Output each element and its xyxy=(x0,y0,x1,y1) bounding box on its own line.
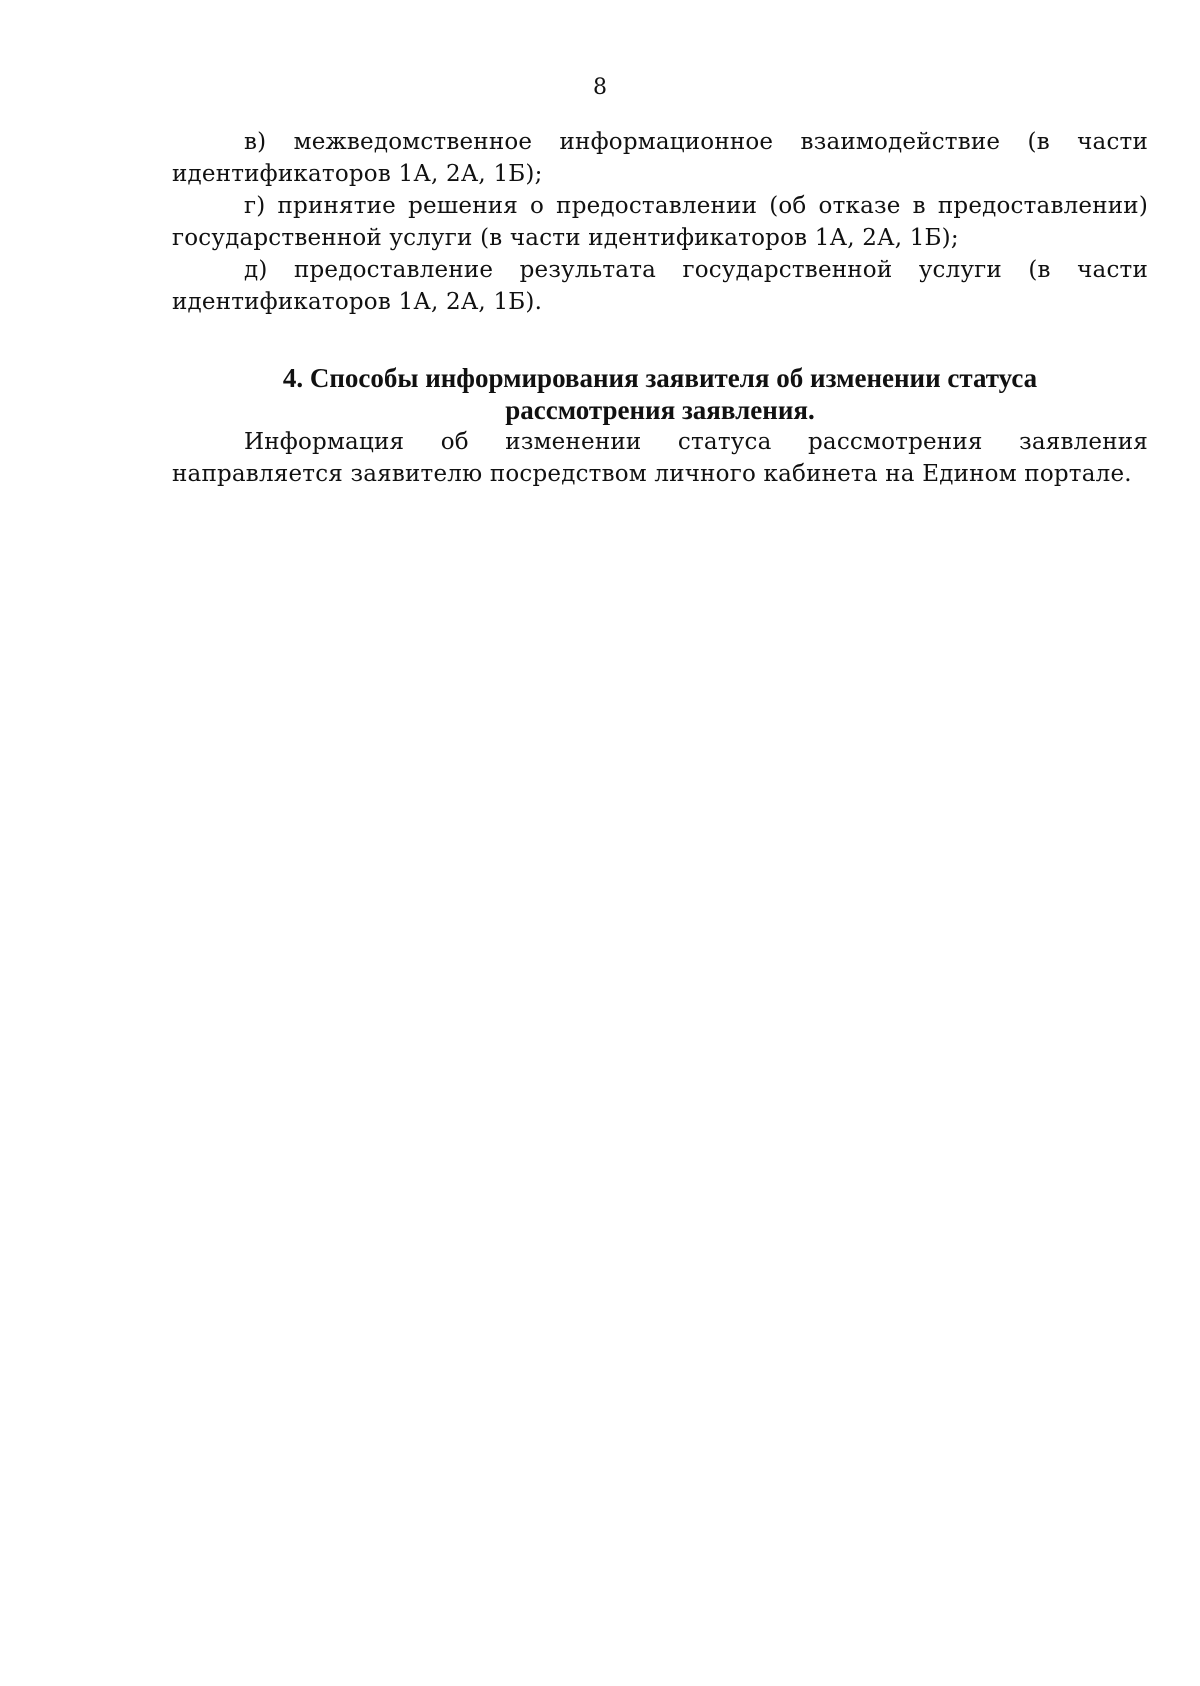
section-heading-line1: 4. Способы информирования заявителя об изменении статуса xyxy=(282,363,1038,393)
document-body xyxy=(172,126,1148,490)
section-body: Информация об изменении статуса рассмотрения заявления направляется заявителю посредством личного кабинета на Едином портале. xyxy=(172,429,1148,487)
list-item-d: д) предоставление результата государственной услуги (в части идентификаторов 1А, 2А, 1Б). xyxy=(172,257,1148,315)
section-heading-line2: рассмотрения заявления. xyxy=(505,395,815,425)
list-item-v: в) межведомственное информационное взаимодействие (в части идентификаторов 1А, 2А, 1Б); xyxy=(172,129,1148,187)
page-number: 8 xyxy=(593,75,607,100)
list-item-g: г) принятие решения о предоставлении (об отказе в предоставлении) государственной услуги (в части идентификаторов 1А, 2А, 1Б); xyxy=(172,193,1148,251)
section-heading xyxy=(172,362,1148,426)
